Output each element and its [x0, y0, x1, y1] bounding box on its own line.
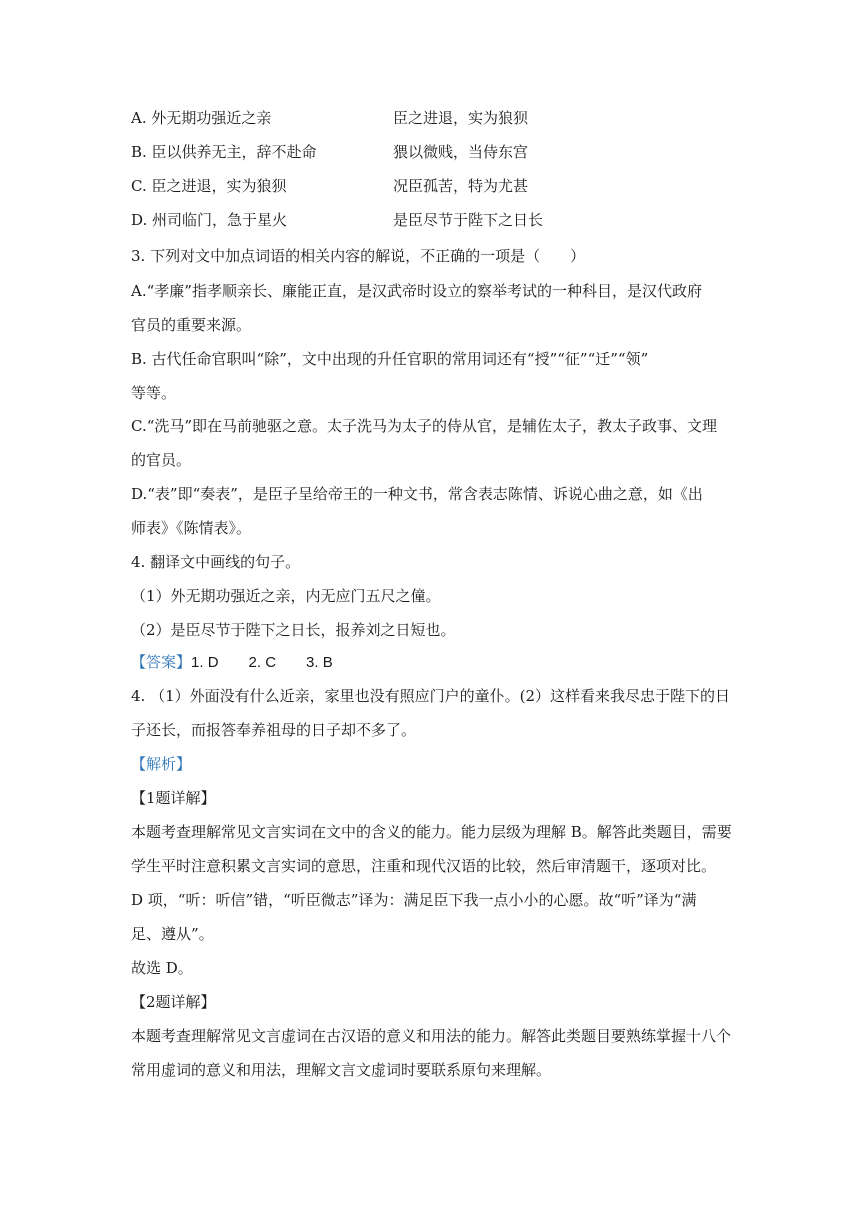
q3-option-c-line2: 的官员。: [131, 451, 192, 469]
option-d-right: 是臣尽节于陛下之日长: [393, 211, 544, 229]
question-4-sentence-1: （1）外无期功强近之亲，内无应门五尺之僮。: [131, 587, 441, 605]
answer-items: 1. D 2. C 3. B: [191, 654, 333, 671]
option-b-right: 猥以微贱，当侍东宫: [393, 143, 529, 161]
option-c-right: 况臣孤苦，特为尤甚: [393, 177, 529, 195]
answer-line: [131, 652, 333, 673]
analysis-p1-line3: D 项，“听：听信”错，“听臣微志”译为：满足臣下我一点小小的心愿。故“听”译为“满: [131, 891, 697, 909]
q3-option-b-line2: 等等。: [131, 384, 177, 402]
q3-option-a-line2: 官员的重要来源。: [131, 316, 252, 334]
question-4-stem: 4. 翻译文中画线的句子。: [131, 553, 301, 571]
analysis-p1-line5: 故选 D。: [131, 959, 193, 977]
analysis-p1-line4: 足、遵从”。: [131, 925, 214, 943]
option-a-left: A. 外无期功强近之亲: [131, 109, 272, 127]
analysis-p2-line1: 本题考查理解常见文言虚词在古汉语的意义和用法的能力。解答此类题目要熟练掌握十八个: [131, 1027, 732, 1045]
option-b-left: B. 臣以供养无主，辞不赴命: [131, 143, 317, 161]
q3-option-d-line1: D.“表”即“奏表”，是臣子呈给帝王的一种文书，常含表志陈情、诉说心曲之意，如《出: [131, 485, 703, 503]
q3-option-a-line1: A.“孝廉”指孝顺亲长、廉能正直，是汉武帝时设立的察举考试的一种科目，是汉代政府: [131, 282, 702, 300]
option-d-left: D. 州司临门，急于星火: [131, 211, 288, 229]
analysis-heading-1: 【1题详解】: [131, 789, 216, 807]
answer-tag: 【答案】: [131, 653, 192, 671]
analysis-p1-line1: 本题考查理解常见文言实词在文中的含义的能力。能力层级为理解 B。解答此类题目，需要: [131, 823, 732, 841]
analysis-p2-line2: 常用虚词的意义和用法，理解文言文虚词时要联系原句来理解。: [131, 1061, 552, 1079]
q3-option-d-line2: 师表》《陈情表》。: [131, 519, 252, 537]
analysis-p1-line2: 学生平时注意积累文言实词的意思，注重和现代汉语的比较，然后审清题干，逐项对比。: [131, 857, 717, 875]
question-3-stem: 3. 下列对文中加点词语的相关内容的解说，不正确的一项是（ ）: [131, 247, 586, 265]
answer-q4-line1: 4. （1）外面没有什么近亲，家里也没有照应门户的童仆。(2）这样看来我尽忠于陛下的日: [131, 687, 731, 705]
analysis-tag: 【解析】: [131, 755, 192, 773]
q3-option-b-line1: B. 古代任命官职叫“除”，文中出现的升任官职的常用词还有“授”“征”“迁”“领”: [131, 350, 649, 368]
q3-option-c-line1: C.“洗马”即在马前驰驱之意。太子洗马为太子的侍从官，是辅佐太子，教太子政事、文理: [131, 417, 718, 435]
option-a-right: 臣之进退，实为狼狈: [393, 109, 529, 127]
answer-q4-line2: 子还长，而报答奉养祖母的日子却不多了。: [131, 721, 417, 739]
question-4-sentence-2: （2）是臣尽节于陛下之日长，报养刘之日短也。: [131, 621, 456, 639]
option-c-left: C. 臣之进退，实为狼狈: [131, 177, 287, 195]
analysis-heading-2: 【2题详解】: [131, 993, 216, 1011]
